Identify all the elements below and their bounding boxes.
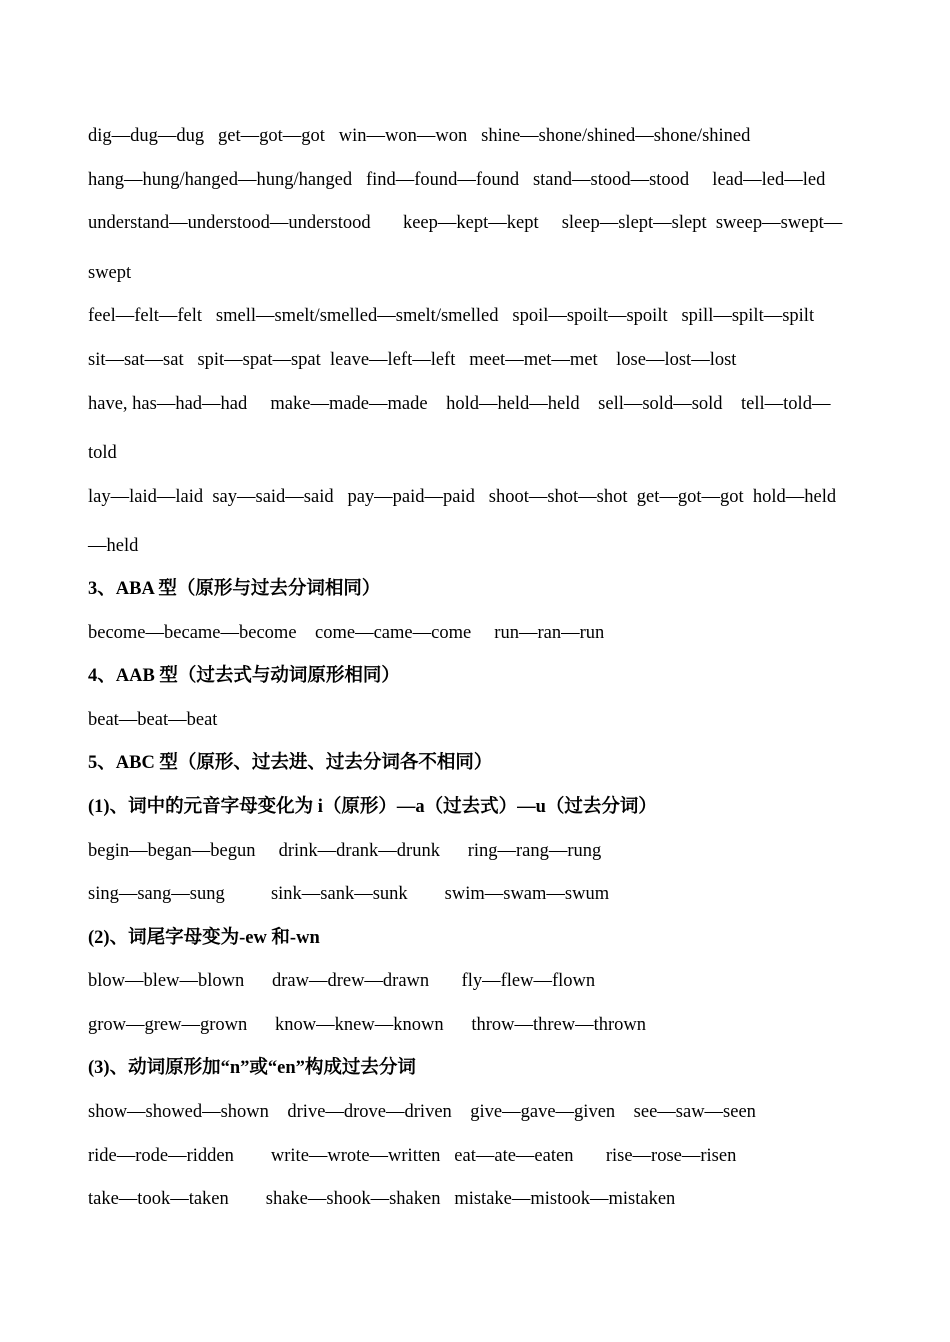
text-line: sing—sang—sung sink—sank—sunk swim—swam—swum (88, 884, 610, 904)
text-line: show—showed—shown drive—drove—driven give—gave—given see—saw—seen (88, 1102, 756, 1122)
subsection-heading-3: (3)、动词原形加“n”或“en”构成过去分词 (88, 1058, 416, 1078)
text-line: swept (88, 263, 132, 283)
text-line: grow—grew—grown know—knew—known throw—threw—thrown (88, 1015, 647, 1035)
text-line: told (88, 443, 117, 463)
text-line: become—became—become come—came—come run—ran—run (88, 623, 605, 643)
text-line: take—took—taken shake—shook—shaken mistake—mistook—mistaken (88, 1189, 676, 1209)
section-heading-abc: 5、ABC 型（原形、过去进、过去分词各不相同） (88, 753, 493, 773)
text-line: —held (88, 536, 139, 556)
text-line: blow—blew—blown draw—drew—drawn fly—flew—flown (88, 971, 596, 991)
text-line: dig—dug—dug get—got—got win—won—won shine—shone/shined—shone/shined (88, 126, 751, 146)
text-line: begin—began—begun drink—drank—drunk ring—rang—rung (88, 841, 602, 861)
text-line: beat—beat—beat (88, 710, 218, 730)
text-line: hang—hung/hanged—hung/hanged find—found—found stand—stood—stood lead—led—led (88, 170, 826, 190)
section-heading-aba: 3、ABA 型（原形与过去分词相同） (88, 579, 381, 599)
text-line: feel—felt—felt smell—smelt/smelled—smelt/smelled spoil—spoilt—spoilt spill—spilt—spilt (88, 306, 815, 326)
text-line: lay—laid—laid say—said—said pay—paid—paid shoot—shot—shot get—got—got hold—held (88, 487, 837, 507)
subsection-heading-1: (1)、词中的元音字母变化为 i（原形）—a（过去式）—u（过去分词） (88, 797, 657, 817)
text-line: ride—rode—ridden write—wrote—written eat—ate—eaten rise—rose—risen (88, 1146, 737, 1166)
text-line: have, has—had—had make—made—made hold—held—held sell—sold—sold tell—told— (88, 394, 831, 414)
section-heading-aab: 4、AAB 型（过去式与动词原形相同） (88, 666, 400, 686)
text-line: sit—sat—sat spit—spat—spat leave—left—left meet—met—met lose—lost—lost (88, 350, 737, 370)
text-line: understand—understood—understood keep—kept—kept sleep—slept—slept sweep—swept— (88, 213, 843, 233)
subsection-heading-2: (2)、词尾字母变为-ew 和-wn (88, 928, 320, 948)
